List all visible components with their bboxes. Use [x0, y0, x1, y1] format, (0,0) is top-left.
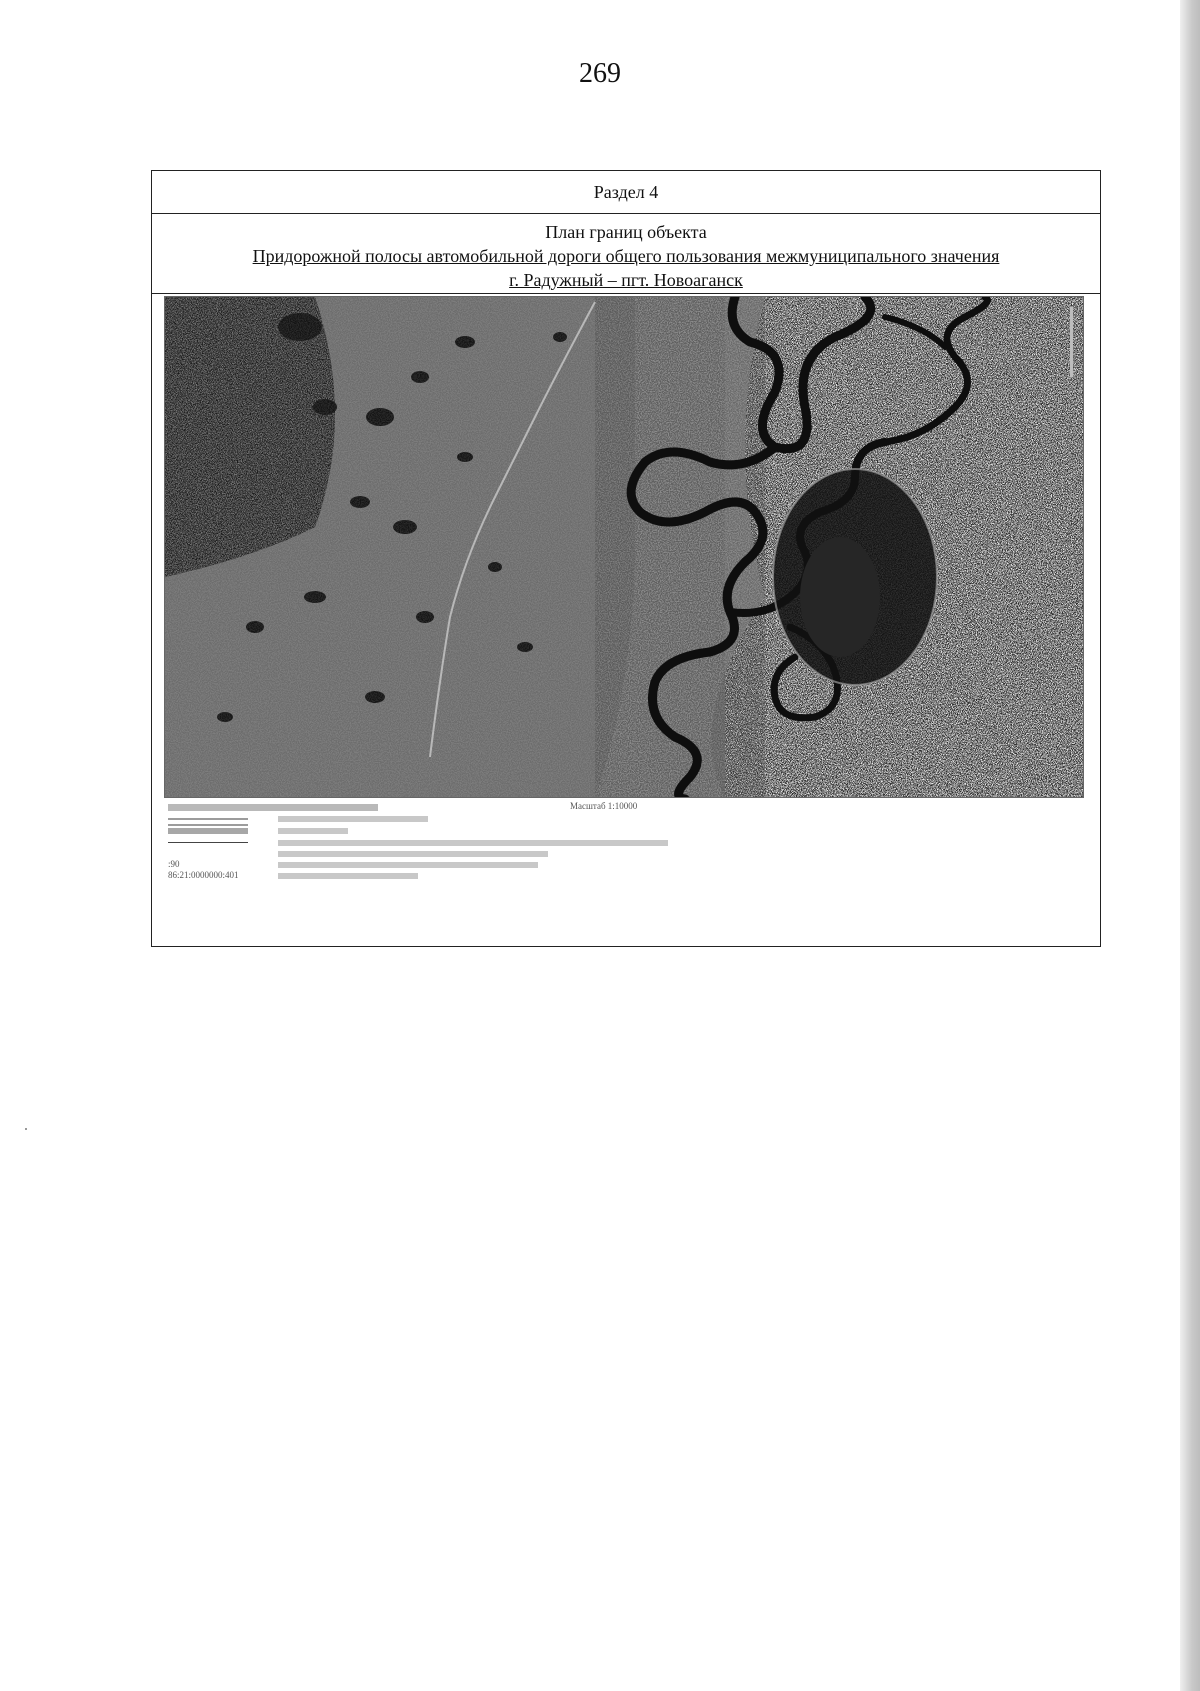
- route-name: г. Радужный – пгт. Новоаганск: [509, 270, 743, 290]
- legend-entry-text: [278, 840, 668, 846]
- title-block: [152, 214, 1100, 294]
- satellite-map-image: [164, 296, 1084, 798]
- legend-entry-text: [278, 862, 538, 868]
- legend-entry-text: [278, 851, 548, 857]
- legend-entry-text: [278, 816, 428, 822]
- scan-edge-shadow: [1180, 0, 1200, 1691]
- legend-symbol-thin-line: [168, 842, 248, 843]
- scale-label: Масштаб 1:10000: [570, 801, 638, 811]
- page-number: 269: [579, 58, 621, 89]
- scan-dust-speck: [25, 1128, 27, 1130]
- legend-row: [168, 813, 688, 825]
- legend-entry-text: [278, 828, 348, 834]
- plan-frame: [151, 170, 1101, 947]
- legend-entry-text: [278, 873, 418, 879]
- legend-heading: [168, 804, 378, 811]
- object-name: Придорожной полосы автомобильной дороги общего пользования межмуниципального значения: [252, 246, 1000, 266]
- legend: [152, 801, 1100, 941]
- legend-row: [168, 870, 688, 882]
- legend-row: [168, 825, 688, 837]
- plan-title: План границ объекта: [545, 222, 707, 242]
- legend-symbol-parcel-label: 86:21:0000000:401: [168, 870, 239, 880]
- legend-symbol-point-label: :90: [168, 859, 180, 869]
- legend-symbol-band: [168, 828, 248, 834]
- section-header: Раздел 4: [152, 171, 1100, 214]
